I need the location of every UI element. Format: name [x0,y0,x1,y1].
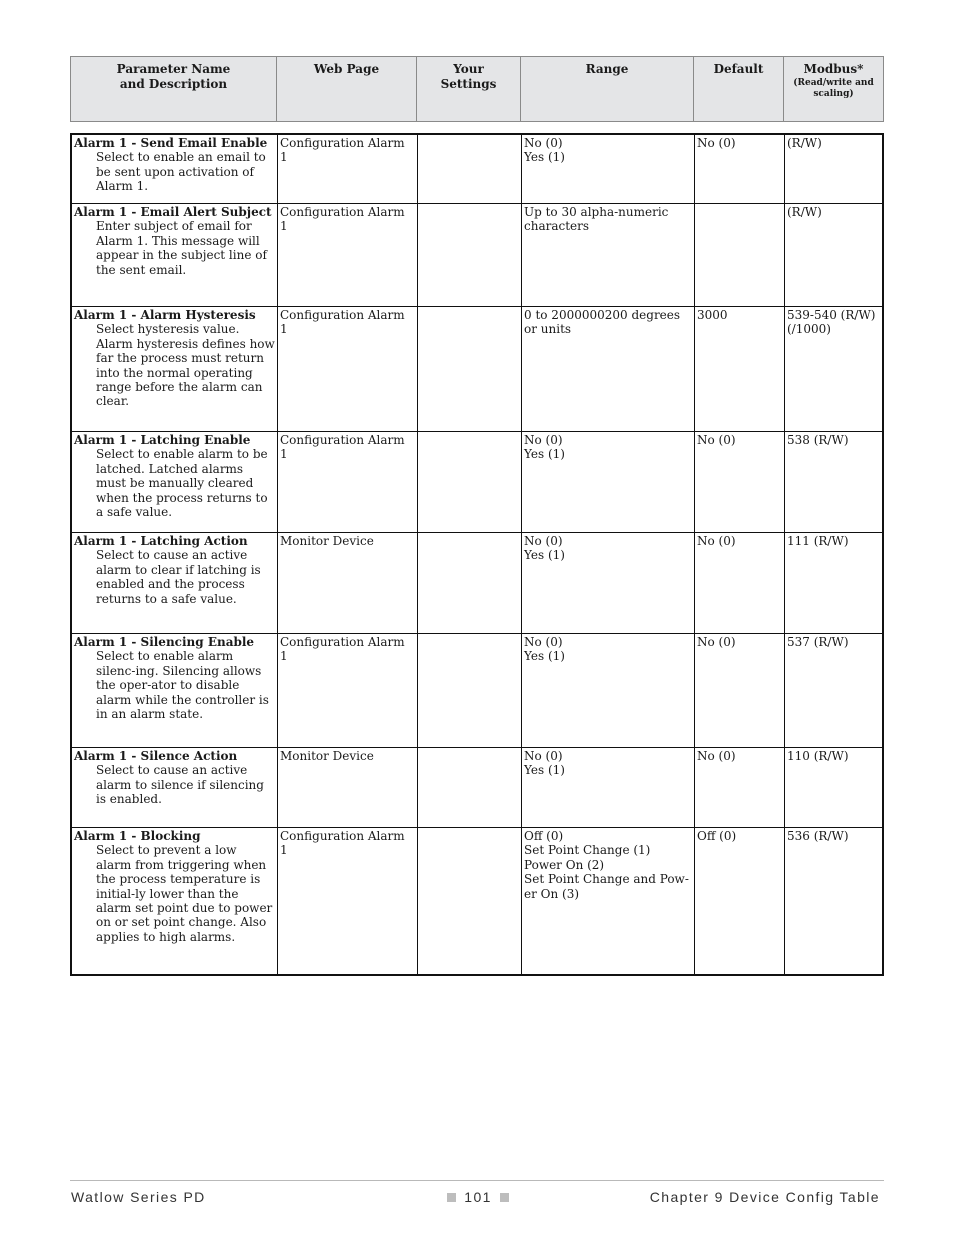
settings-cell [418,634,522,747]
settings-cell [418,533,522,633]
default-cell: 3000 [695,307,785,431]
parameter-cell [72,828,278,974]
parameter-name: Alarm 1 - Blocking [74,829,201,843]
web-page-cell: Configuration Alarm 1 [278,828,418,974]
parameter-description: Select to cause an active alarm to silence if silencing is enabled. [96,763,264,807]
table-row [72,828,882,974]
default-cell: No (0) [695,432,785,532]
header-parameter [71,57,277,121]
parameter-name: Alarm 1 - Email Alert Subject [74,205,272,219]
parameter-cell [72,307,278,431]
range-cell: Up to 30 alpha-numeric characters [522,204,695,306]
web-page-cell: Configuration Alarm 1 [278,135,418,203]
parameter-description: Enter subject of email for Alarm 1. This message will appear in the subject line of the sent email. [96,219,267,277]
web-page-cell: Monitor Device [278,533,418,633]
modbus-cell: 110 (R/W) [787,749,849,763]
modbus-cell: (R/W) [787,136,822,150]
table-row [72,307,882,432]
table-row [72,748,882,828]
web-page-cell: Configuration Alarm 1 [278,432,418,532]
parameter-name: Alarm 1 - Send Email Enable [74,136,268,150]
table-row [72,634,882,748]
table-row [72,432,882,533]
header-parameter-line2: and Description [119,77,228,91]
web-page-cell: Monitor Device [278,748,418,827]
header-modbus-label: Modbus* [803,62,864,76]
parameter-cell [72,204,278,306]
bullet-square-icon [447,1193,456,1202]
footer-divider [70,1180,884,1181]
default-cell [695,204,785,306]
parameter-description: Select to cause an active alarm to clear if latching is enabled and the process returns to a safe value. [96,548,261,606]
footer-right: Chapter 9 Device Config Table [649,1189,880,1205]
parameter-cell [72,135,278,203]
parameter-name: Alarm 1 - Silence Action [74,749,238,763]
header-parameter-line1: Parameter Name [116,62,231,76]
header-default-label: Default [713,62,764,76]
web-page-cell: Configuration Alarm 1 [278,307,418,431]
header-modbus [784,57,883,121]
range-cell: No (0) Yes (1) [522,533,695,633]
range-cell: No (0) Yes (1) [522,135,695,203]
parameter-description: Select hysteresis value. Alarm hysteresis defines how far the process must return into the normal operating range before the alarm can clear. [96,322,275,409]
parameter-name: Alarm 1 - Latching Action [74,534,248,548]
default-cell: No (0) [695,135,785,203]
modbus-cell: 539-540 (R/W) (/1000) [787,308,876,337]
default-cell: No (0) [695,533,785,633]
range-cell: No (0) Yes (1) [522,432,695,532]
parameter-description: Select to enable alarm silenc-ing. Silencing allows the oper-ator to disable alarm while the controller is in an alarm state. [96,649,269,722]
header-web-page-label: Web Page [313,62,380,76]
header-settings-line2: Settings [440,77,497,91]
parameter-name: Alarm 1 - Alarm Hysteresis [74,308,256,322]
default-cell: No (0) [695,748,785,827]
modbus-cell: 537 (R/W) [787,635,849,649]
range-cell: Off (0) Set Point Change (1) Power On (2) Set Point Change and Pow-er On (3) [522,828,695,974]
footer-left: Watlow Series PD [71,1189,206,1205]
default-cell: Off (0) [695,828,785,974]
parameter-cell [72,533,278,633]
parameter-description: Select to enable an email to be sent upon activation of Alarm 1. [96,150,266,194]
settings-cell [418,135,522,203]
header-range-label: Range [585,62,629,76]
parameter-cell [72,634,278,747]
range-cell: No (0) Yes (1) [522,748,695,827]
modbus-cell: 536 (R/W) [787,829,849,843]
header-settings-line1: Your [453,62,484,76]
settings-cell [418,432,522,532]
parameter-cell [72,748,278,827]
header-modbus-sub-line2: scaling) [813,89,854,99]
parameter-description: Select to enable alarm to be latched. Latched alarms must be manually cleared when the process returns to a safe value. [96,447,268,520]
parameter-description: Select to prevent a low alarm from triggering when the process temperature is initial-ly lower than the alarm set point due to power on or set point change. Also applies to high alarms. [96,843,273,944]
footer-page [447,1189,509,1205]
web-page-cell: Configuration Alarm 1 [278,204,418,306]
modbus-cell: 538 (R/W) [787,433,849,447]
header-modbus-sub-line1: (Read/write and [793,78,874,88]
web-page-cell: Configuration Alarm 1 [278,634,418,747]
table-header [70,56,884,122]
settings-cell [418,204,522,306]
header-range [521,57,694,121]
parameter-name: Alarm 1 - Silencing Enable [74,635,255,649]
parameter-cell [72,432,278,532]
header-default [694,57,784,121]
modbus-cell: 111 (R/W) [787,534,849,548]
table-row [72,204,882,307]
default-cell: No (0) [695,634,785,747]
range-cell: No (0) Yes (1) [522,634,695,747]
settings-cell [418,828,522,974]
range-cell: 0 to 2000000200 degrees or units [522,307,695,431]
table-row [72,533,882,634]
settings-cell [418,748,522,827]
table-row [72,135,882,204]
settings-cell [418,307,522,431]
header-web-page [277,57,417,121]
page-number: 101 [464,1189,492,1205]
bullet-square-icon [500,1193,509,1202]
parameter-name: Alarm 1 - Latching Enable [74,433,251,447]
modbus-cell: (R/W) [787,205,822,219]
parameter-table [70,133,884,976]
header-modbus-sub [784,78,883,100]
header-settings [417,57,521,121]
